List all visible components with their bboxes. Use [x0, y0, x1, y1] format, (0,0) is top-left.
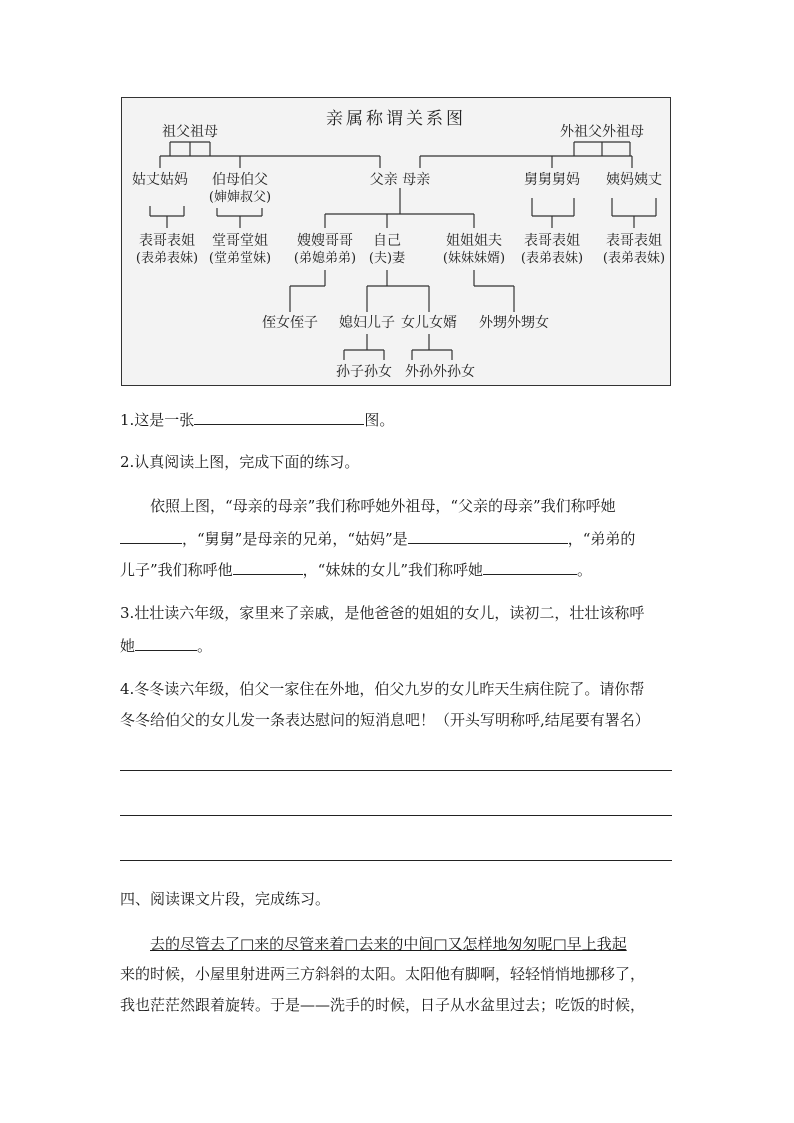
answer-line-3[interactable]: [120, 860, 672, 861]
node-tang: 堂哥堂姐: [212, 233, 268, 249]
answer-line-1[interactable]: [120, 770, 672, 771]
q3-blank[interactable]: [135, 634, 197, 651]
q2-line2: [120, 527, 635, 549]
node-grandchildren: 孙子孙女: [336, 364, 392, 380]
section-4-line1: 去的尽管去了□来的尽管来着□去来的中间□又怎样地匆匆呢□早上我起: [150, 935, 627, 953]
q1-suffix: 图。: [364, 411, 395, 429]
q3-line1: 3.壮壮读六年级，家里来了亲戚，是他爸爸的姐姐的女儿，读初二，壮壮该称呼: [120, 604, 645, 622]
q4-line1: 4.冬冬读六年级，伯父一家住在外地，伯父九岁的女儿昨天生病住院了。请你帮: [120, 680, 645, 698]
node-nephews: 侄女侄子: [262, 315, 318, 331]
q2-line3: [120, 558, 592, 580]
node-parents: 父亲 母亲: [369, 172, 431, 188]
node-brothers-sub: (弟媳弟弟): [293, 251, 357, 266]
node-sister-children: 外甥外甥女: [479, 315, 549, 331]
node-son: 媳妇儿子: [339, 315, 395, 331]
section-4-line2: 来的时候，小屋里射进两三方斜斜的太阳。太阳他有脚啊，轻轻悄悄地挪移了，: [120, 965, 646, 983]
node-cousins-2-sub: (表弟表妹): [520, 251, 584, 266]
question-1: [120, 408, 394, 430]
node-self-sub: (夫)妻: [368, 251, 406, 266]
q1-blank[interactable]: [194, 408, 364, 425]
q1-prefix: 1.这是一张: [120, 411, 195, 429]
q2-blank-4[interactable]: [483, 558, 577, 575]
q2-line2-a: ，“舅舅”是母亲的兄弟，“姑妈”是: [182, 530, 408, 548]
node-outer-grandchildren: 外孙外孙女: [405, 364, 475, 380]
node-paternal-grandparents: 祖父祖母: [162, 124, 218, 140]
node-paternal-uncle-sub: (婶婶叔父): [208, 190, 272, 205]
q2-title: 2.认真阅读上图，完成下面的练习。: [120, 453, 360, 471]
kinship-diagram: [121, 97, 671, 386]
node-cousins-1-sub: (表弟表妹): [135, 251, 199, 266]
node-maternal-aunts: 姨妈姨丈: [606, 172, 662, 188]
node-tang-sub: (堂弟堂妹): [208, 251, 272, 266]
q2-blank-1[interactable]: [120, 527, 182, 544]
node-self: 自己: [373, 233, 401, 249]
q2-blank-3[interactable]: [233, 558, 303, 575]
q3-line2-a: 她: [120, 637, 136, 655]
node-cousins-2: 表哥表姐: [524, 233, 580, 249]
node-brothers: 嫂嫂哥哥: [297, 233, 353, 249]
q2-blank-2[interactable]: [408, 527, 568, 544]
answer-line-2[interactable]: [120, 815, 672, 816]
q2-line3-a: 儿子”我们称呼他: [120, 561, 233, 579]
q2-line2-b: ，“弟弟的: [567, 530, 636, 548]
node-cousins-1: 表哥表姐: [139, 233, 195, 249]
node-paternal-aunt: 姑丈姑妈: [132, 172, 188, 188]
node-maternal-uncles: 舅舅舅妈: [524, 172, 580, 188]
q2-line3-c: 。: [577, 561, 593, 579]
node-cousins-3: 表哥表姐: [606, 233, 662, 249]
node-maternal-grandparents: 外祖父外祖母: [560, 124, 644, 140]
node-cousins-3-sub: (表弟表妹): [602, 251, 666, 266]
diagram-title: 亲属称谓关系图: [326, 109, 466, 129]
node-sisters: 姐姐姐夫: [446, 233, 502, 249]
q4-line2: 冬冬给伯父的女儿发一条表达慰问的短消息吧！（开头写明称呼,结尾要有署名）: [120, 711, 650, 729]
node-paternal-uncle: 伯母伯父: [212, 172, 268, 188]
q2-line1: 依照上图，“母亲的母亲”我们称呼她外祖母，“父亲的母亲”我们称呼她: [150, 497, 616, 515]
q3-line2: [120, 634, 212, 656]
node-sisters-sub: (妹妹妹婿): [442, 251, 506, 266]
section-4-line3: 我也茫茫然跟着旋转。于是——洗手的时候，日子从水盆里过去；吃饭的时候，: [120, 996, 646, 1014]
q2-line3-b: ，“妹妹的女儿”我们称呼她: [302, 561, 484, 579]
q3-line2-b: 。: [197, 637, 213, 655]
node-daughter: 女儿女婿: [401, 315, 457, 331]
section-4-title: 四、阅读课文片段，完成练习。: [120, 890, 331, 908]
